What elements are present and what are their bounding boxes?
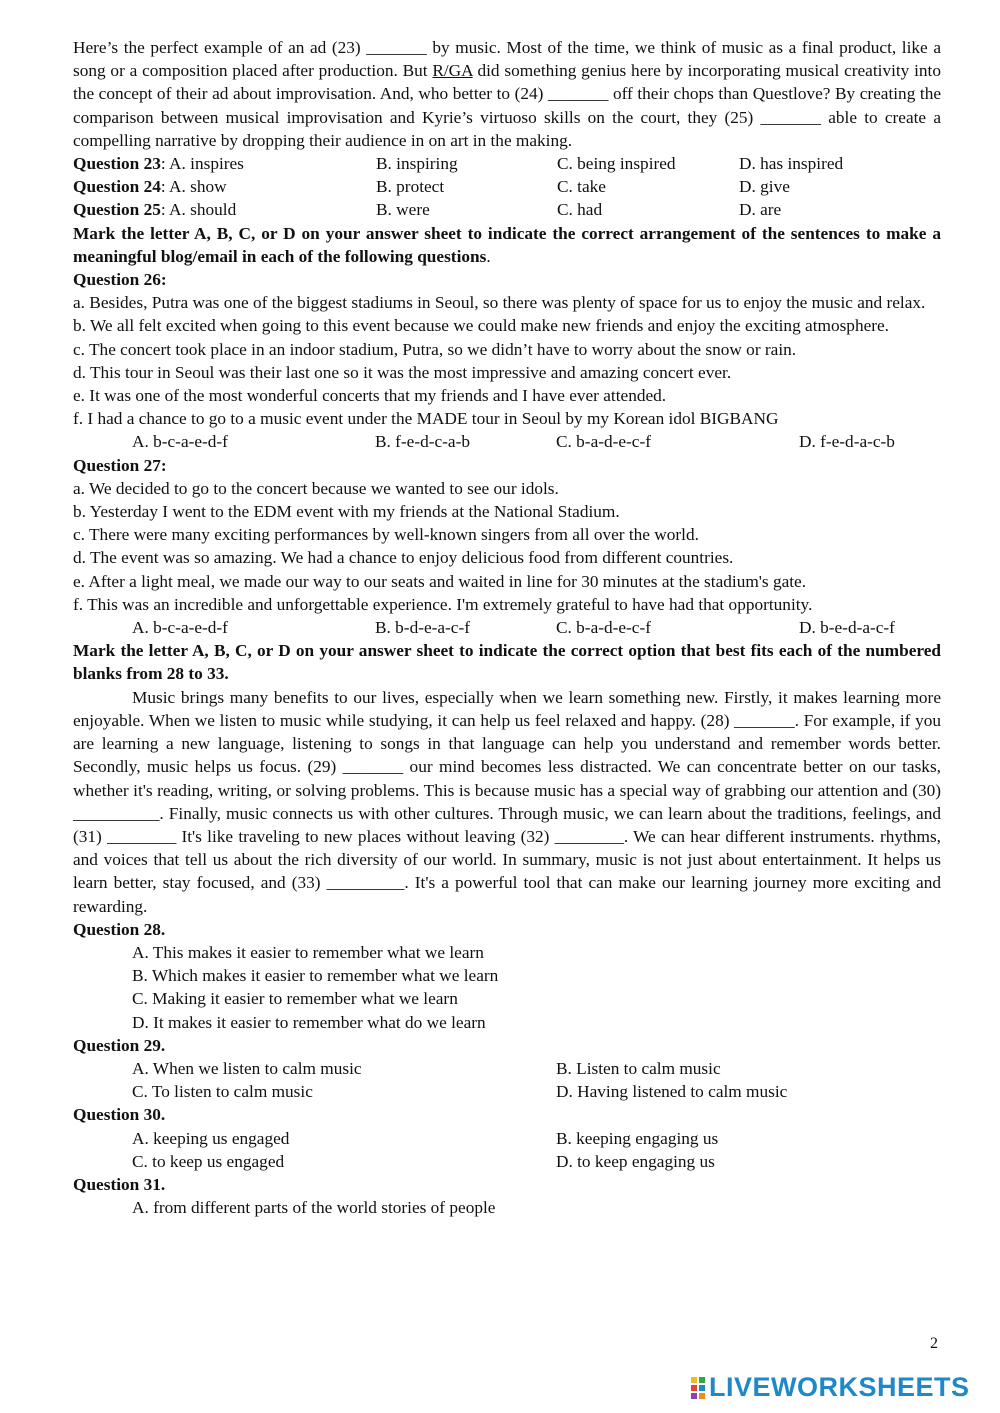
option-a: A. inspires bbox=[169, 154, 244, 174]
option-b: B. Listen to calm music bbox=[556, 1058, 721, 1078]
question-26-label: Question 26: bbox=[73, 270, 167, 290]
option-a: A. b-c-a-e-d-f bbox=[132, 432, 228, 452]
option-d: D. b-e-d-a-c-f bbox=[799, 618, 895, 638]
option-a: A. from different parts of the world stories of people bbox=[132, 1198, 496, 1218]
q26-sentence-e: e. It was one of the most wonderful concerts that my friends and I have ever attended. bbox=[73, 386, 667, 406]
option-b: B. keeping engaging us bbox=[556, 1128, 719, 1148]
option-b: B. protect bbox=[376, 177, 445, 197]
q26-sentence-d: d. This tour in Seoul was their last one so it was the most impressive and amazing concert ever. bbox=[73, 362, 732, 382]
option-b: B. Which makes it easier to remember what we learn bbox=[132, 966, 499, 986]
q27-sentence-c: c. There were many exciting performances by well-known singers from all over the world. bbox=[73, 525, 699, 545]
option-b: B. b-d-e-a-c-f bbox=[375, 618, 470, 638]
question-27-options bbox=[73, 616, 941, 639]
question-26-options bbox=[73, 430, 941, 453]
question-29-label: Question 29. bbox=[73, 1035, 166, 1055]
q26-sentence-f: f. I had a chance to go to a music event under the MADE tour in Seoul by my Korean idol BIGBANG bbox=[73, 409, 779, 429]
option-b: B. inspiring bbox=[376, 154, 458, 174]
logo-grid-icon bbox=[690, 1376, 706, 1400]
option-d: D. f-e-d-a-c-b bbox=[799, 432, 895, 452]
rga-link[interactable]: R/GA bbox=[432, 61, 473, 81]
option-c: C. Making it easier to remember what we learn bbox=[132, 989, 458, 1009]
option-d: D. to keep engaging us bbox=[556, 1151, 715, 1171]
q26-sentence-a: a. Besides, Putra was one of the biggest stadiums in Seoul, so there was plenty of space for us to enjoy the music and relax. bbox=[73, 293, 926, 313]
passage-23-25: Here’s the perfect example of an ad (23) _______ by music. Most of the time, we think of music as a final product, like a song or a composition placed after production. But R/GA did something genius here by incorporating musical creativity into the concept of their ad about improvisation. And, who better to (24) _______ off their chops than Questlove? By creating the comparison between musical improvisation and Kyrie’s virtuoso skills on the court, they (25) _______ able to create a compelling narrative by dropping their audience in on art in the making. bbox=[73, 38, 941, 150]
question-28-label: Question 28. bbox=[73, 919, 166, 939]
option-c: C. to keep us engaged bbox=[132, 1151, 285, 1171]
passage-28-33: Music brings many benefits to our lives, especially when we learn something new. Firstly, it makes learning more enjoyable. When we listen to music while studying, it can help us feel relaxed and happy. (28) _______. For example, if you are learning a new language, listening to songs in that language can help you understand and remember words better. Secondly, music helps us focus. (29) _______ our mind becomes less distracted. We can concentrate better on our tasks, whether it's reading, writing, or solving problems. This is because music has a special way of grabbing our attention and (30) __________. Finally, music connects us with other cultures. Through music, we can learn about the traditions, feelings, and (31) ________ It's like traveling to new places without leaving (32) ________. We can hear different instruments. rhythms, and voices that tell us about the rich diversity of our world. In summary, music is not just about entertainment. It helps us learn better, stay focused, and (33) _________. It's a powerful tool that can make our learning journey more exciting and rewarding. bbox=[73, 687, 941, 916]
q26-sentence-b: b. We all felt excited when going to this event because we could make new friends and enjoy the exciting atmosphere. bbox=[73, 316, 890, 336]
option-d: D. It makes it easier to remember what do we learn bbox=[132, 1012, 486, 1032]
worksheet-page: Here’s the perfect example of an ad (23) _______ by music. Most of the time, we think of music as a final product, like a song or a composition placed after production. But R/GA did something genius here by incorporating musical creativity into the concept of their ad about improvisation. And, who better to (24) _______ off their chops than Questlove? By creating the comparison between musical improvisation and Kyrie’s virtuoso skills on the court, they (25) _______ able to create a compelling narrative by dropping their audience in on art in the making. Question 23: A. inspires B. inspiring C. being inspired D. has inspired Question 24: A. show B. protect C. take D. give Question 25: A. should B. were C. had D. are Mark the letter A, B, C, or D on your answer sheet to indicate the correct arrangement of the sentences to make a meaningful blog/email in each of the following questions. Question 26: a. Besides, Putra was one of the biggest stadiums in Seoul, so there was plenty of space for us to enjoy the music and relax. b. We all felt excited when going to this event because we could make new friends and enjoy the exciting atmosphere. c. The concert took place in an indoor stadium, Putra, so we didn’t have to worry about the snow or rain. d. This tour in Seoul was their last one so it was the most impressive and amazing concert ever. e. It was one of the most wonderful concerts that my friends and I have ever attended. f. I had a chance to go to a music event under the MADE tour in Seoul by my Korean idol BIGBANG A. b-c-a-e-d-f B. f-e-d-c-a-b C. b-a-d-e-c-f D. f-e-d-a-c-b Question 27: a. We decided to go to the concert because we wanted to see our idols. b. Yesterday I went to the EDM event with my friends at the National Stadium. c. There were many exciting performances by well-known singers from all over the world. d. The event was so amazing. We had a chance to enjoy delicious food from different countries. e. After a light meal, we made our way to our seats and waited in line for 30 minutes at the stadium's gate. f. This was an incredible and unforgettable experience. I'm extremely grateful to have had that opportunity. A. b-c-a-e-d-f B. b-d-e-a-c-f C. b-a-d-e-c-f D. b-e-d-a-c-f Mark the letter A, B, C, or D on your answer sheet to indicate the correct option that best fits each of the numbered blanks from 28 to 33. Music brings many benefits to our lives, especially when we learn something new. Firstly, it makes learning more enjoyable. When we listen to music while studying, it can help us feel relaxed and happy. (28) _______. For example, if you are learning a new language, listening to songs in that language can help you understand and remember words better. Secondly, music helps us focus. (29) _______ our mind becomes less distracted. We can concentrate better on our tasks, whether it's reading, writing, or solving problems. This is because music has a special way of grabbing our attention and (30) __________. Finally, music connects us with other cultures. Through music, we can learn about the traditions, feelings, and (31) ________ It's like traveling to new places without leaving (32) ________. We can hear different instruments. rhythms, and voices that tell us about the rich diversity of our world. In summary, music is not just about entertainment. It helps us learn better, stay focused, and (33) _________. It's a powerful tool that can make our learning journey more exciting and rewarding. Question 28. A. This makes it easier to remember what we learn B. Which makes it easier to remember what we learn C. Making it easier to remember what we learn D. It makes it easier to remember what do we learn Question 29. A. When we listen to calm music B. Listen to calm music C. To listen to calm music D. Having listened to calm music Question 30. A. keeping us engaged B. keeping engaging us C. to keep us engaged D. to keep engaging us Question 31. A. from different parts of the world stories of people bbox=[73, 36, 941, 1219]
q27-sentence-d: d. The event was so amazing. We had a chance to enjoy delicious food from different countries. bbox=[73, 548, 734, 568]
instruction-arrangement: Mark the letter A, B, C, or D on your answer sheet to indicate the correct arrangement of the sentences to make a meaningful blog/email in each of the following questions bbox=[73, 223, 941, 266]
option-c: C. had bbox=[557, 200, 603, 220]
option-a: A. should bbox=[169, 200, 237, 220]
option-d: D. Having listened to calm music bbox=[556, 1082, 788, 1102]
question-25: Question 25: A. should B. were C. had D. are bbox=[73, 198, 941, 221]
q27-sentence-b: b. Yesterday I went to the EDM event with my friends at the National Stadium. bbox=[73, 502, 620, 522]
option-a: A. b-c-a-e-d-f bbox=[132, 618, 228, 638]
option-c: C. take bbox=[557, 177, 606, 197]
question-31-label: Question 31. bbox=[73, 1174, 166, 1194]
option-a: A. When we listen to calm music bbox=[132, 1058, 362, 1078]
option-b: B. f-e-d-c-a-b bbox=[375, 432, 470, 452]
option-c: C. b-a-d-e-c-f bbox=[556, 618, 651, 638]
page-number: 2 bbox=[930, 1335, 938, 1352]
option-b: B. were bbox=[376, 200, 430, 220]
option-d: D. give bbox=[739, 177, 790, 197]
question-30-label: Question 30. bbox=[73, 1105, 166, 1125]
option-c: C. b-a-d-e-c-f bbox=[556, 432, 651, 452]
option-a: A. show bbox=[169, 177, 227, 197]
option-a: A. keeping us engaged bbox=[132, 1128, 290, 1148]
brand-name: LIVEWORKSHEETS bbox=[709, 1372, 970, 1402]
option-c: C. To listen to calm music bbox=[132, 1082, 313, 1102]
option-a: A. This makes it easier to remember what we learn bbox=[132, 942, 484, 962]
question-24: Question 24: A. show B. protect C. take D. give bbox=[73, 175, 941, 198]
q26-sentence-c: c. The concert took place in an indoor stadium, Putra, so we didn’t have to worry about the snow or rain. bbox=[73, 339, 797, 359]
q27-sentence-a: a. We decided to go to the concert because we wanted to see our idols. bbox=[73, 478, 559, 498]
option-c: C. being inspired bbox=[557, 154, 676, 174]
liveworksheets-logo bbox=[690, 1374, 970, 1401]
question-27-label: Question 27: bbox=[73, 455, 167, 475]
q27-sentence-e: e. After a light meal, we made our way to our seats and waited in line for 30 minutes at the stadium's gate. bbox=[73, 571, 807, 591]
q27-sentence-f: f. This was an incredible and unforgettable experience. I'm extremely grateful to have had that opportunity. bbox=[73, 594, 813, 614]
question-23: Question 23: A. inspires B. inspiring C. being inspired D. has inspired bbox=[73, 152, 941, 175]
option-d: D. has inspired bbox=[739, 154, 844, 174]
option-d: D. are bbox=[739, 200, 782, 220]
instruction-blanks: Mark the letter A, B, C, or D on your answer sheet to indicate the correct option that best fits each of the numbered blanks from 28 to 33. bbox=[73, 641, 941, 684]
